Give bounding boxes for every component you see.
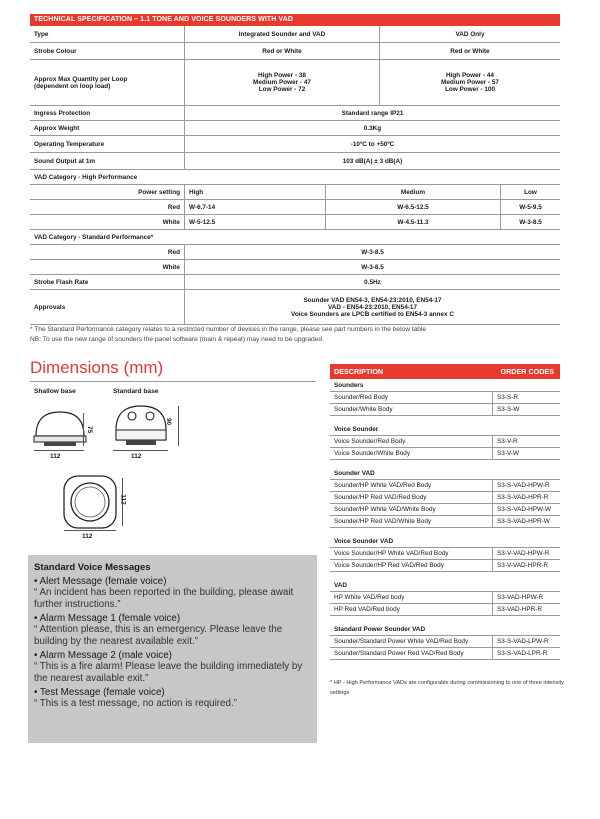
approval-line: Sounder VAD EN54-3, EN54-23:2010, EN54-17 xyxy=(303,296,442,304)
footnote: NB: To use the new range of sounders the panel software (main & repeat) may need to be upgraded. xyxy=(30,336,324,343)
message-text: “ This is a test message, no action is required.” xyxy=(34,698,237,709)
spec-value: W-6.5-12.5 xyxy=(325,200,500,214)
spec-value: Integrated Sounder and VAD xyxy=(184,26,379,42)
spec-value: 103 dB(A) ± 3 dB(A) xyxy=(184,153,560,169)
order-description: Sounder/HP Red VAD/Red Body xyxy=(334,494,427,501)
order-code: S3-S-VAD-HPW-R xyxy=(492,480,560,491)
order-description: Sounder/Standard Power Red VAD/Red Body xyxy=(334,650,464,657)
spec-notes xyxy=(30,325,570,345)
shallow-base-drawing xyxy=(30,400,90,452)
order-group-label: Voice Sounder VAD xyxy=(330,535,560,548)
spec-value: W-5-9.5 xyxy=(500,200,560,214)
spec-value: W-5-12.5 xyxy=(184,215,325,229)
divider xyxy=(30,381,316,382)
spec-label: Red xyxy=(167,203,180,211)
spec-label: Sound Output at 1m xyxy=(34,157,96,165)
order-code: S3-S-VAD-LPR-R xyxy=(492,648,560,659)
spec-row-approvals xyxy=(30,290,560,325)
order-description: Sounder/HP Red VAD/White Body xyxy=(334,518,432,525)
shallow-height: 75 xyxy=(86,425,94,434)
spec-row-vad-high xyxy=(30,170,560,185)
qty-high: High Power - 38 xyxy=(258,72,306,79)
spec-value: W-3-8.5 xyxy=(184,260,560,274)
order-row xyxy=(330,548,560,560)
qty-medium: Medium Power - 47 xyxy=(253,79,311,86)
order-group xyxy=(330,423,560,460)
spec-label: VAD Category - Standard Performance* xyxy=(34,233,154,241)
message-heading: • Alert Message (female voice) xyxy=(34,576,167,587)
spec-label: Red xyxy=(167,248,180,256)
spec-row-quantity xyxy=(30,60,560,106)
order-description: HP White VAD/Red body xyxy=(334,594,405,601)
spec-value xyxy=(184,60,379,105)
order-code: S3-V-R xyxy=(492,436,560,447)
order-row xyxy=(330,436,560,448)
spec-value: Red or White xyxy=(184,43,379,59)
order-row xyxy=(330,592,560,604)
standard-height: 90 xyxy=(165,417,173,426)
spec-value: W-4.5-11.3 xyxy=(325,215,500,229)
order-row xyxy=(330,560,560,572)
spec-value: W-3-8.5 xyxy=(500,215,560,229)
order-description: Sounder/Standard Power White VAD/Red Body xyxy=(334,638,469,645)
spec-value: Low xyxy=(500,185,560,199)
spec-label: VAD Category - High Performance xyxy=(34,173,138,181)
spec-label: Strobe Flash Rate xyxy=(34,278,89,286)
approval-line: Voice Sounders are LPCB certified to EN54-3 annex C xyxy=(291,310,454,318)
order-row xyxy=(330,492,560,504)
order-code: S3-S-VAD-HPW-W xyxy=(492,504,560,515)
order-code: S3-S-VAD-HPR-R xyxy=(492,492,560,503)
order-code: S3-S-W xyxy=(492,404,560,415)
approval-line: VAD - EN54-23:2010, EN54-17 xyxy=(327,303,418,311)
spec-value: 0.5Hz xyxy=(184,275,560,289)
order-code: S3-VAD-HPR-R xyxy=(492,604,560,615)
spec-label: Type xyxy=(34,30,49,38)
spec-label-line: Approx Max Quantity per Loop xyxy=(34,75,128,83)
order-group xyxy=(330,623,560,660)
order-description: Sounder/HP White VAD/Red Body xyxy=(334,482,432,489)
order-group xyxy=(330,579,560,616)
spec-row-std-red xyxy=(30,245,560,260)
spec-label: White xyxy=(162,218,180,226)
order-description: Sounder/White Body xyxy=(334,406,393,413)
order-row xyxy=(330,480,560,492)
order-codes-table xyxy=(330,364,560,667)
spec-label: Ingress Protection xyxy=(34,109,91,117)
spec-title: TECHNICAL SPECIFICATION – 1.1 TONE AND VOICE SOUNDERS WITH VAD xyxy=(30,14,560,26)
spec-value xyxy=(379,60,560,105)
qty-low: Low Power - 100 xyxy=(444,86,496,93)
dimension-line xyxy=(113,450,168,451)
order-row xyxy=(330,448,560,460)
order-group-label: Sounder VAD xyxy=(330,467,560,480)
spec-value: W-6.7-14 xyxy=(184,200,325,214)
order-group xyxy=(330,379,560,416)
spec-label: Strobe Colour xyxy=(34,47,77,55)
spec-row-temperature xyxy=(30,136,560,153)
spec-value: 0.3Kg xyxy=(184,121,560,135)
spec-row-strobe xyxy=(30,43,560,60)
spec-value: VAD Only xyxy=(379,26,560,42)
dimension-line xyxy=(83,413,84,446)
spec-row-power-setting xyxy=(30,185,560,200)
order-row xyxy=(330,504,560,516)
order-code: S3-S-R xyxy=(492,392,560,403)
spec-label: White xyxy=(162,263,180,271)
description-column-header: DESCRIPTION xyxy=(334,367,384,376)
order-code: S3-V-VAD-HPW-R xyxy=(492,548,560,559)
order-description: Voice Sounder/Red Body xyxy=(334,438,406,445)
spec-row-white xyxy=(30,215,560,230)
message-text: “ Attention please, this is an emergency. Please leave the building by the nearest available exit.” xyxy=(34,624,283,647)
order-row xyxy=(330,404,560,416)
dimension-line xyxy=(64,530,116,531)
order-code: S3-S-VAD-HPR-W xyxy=(492,516,560,527)
order-group-label: VAD xyxy=(330,579,560,592)
order-group xyxy=(330,535,560,572)
dimensions-title: Dimensions (mm) xyxy=(30,358,164,377)
spec-row-std-white xyxy=(30,260,560,275)
order-row xyxy=(330,516,560,528)
order-groups xyxy=(330,379,560,660)
standard-width: 112 xyxy=(131,453,142,460)
shallow-width: 112 xyxy=(50,453,61,460)
top-view-drawing xyxy=(60,472,120,532)
message-heading: • Alarm Message 2 (male voice) xyxy=(34,650,172,661)
spec-value: Medium xyxy=(325,185,500,199)
spec-row-sound xyxy=(30,153,560,170)
order-row xyxy=(330,604,560,616)
spec-label-line: (dependent on loop load) xyxy=(34,82,111,90)
spec-row-flash xyxy=(30,275,560,290)
order-row xyxy=(330,648,560,660)
order-footnote: * HP - High Performance VADs are configurable during commissioning to one of three intensity settings xyxy=(330,680,564,696)
spec-label: Operating Temperature xyxy=(34,140,105,148)
spec-table xyxy=(30,14,560,325)
order-group xyxy=(330,467,560,528)
voice-messages-title: Standard Voice Messages xyxy=(34,562,151,573)
dimension-line xyxy=(178,406,179,446)
top-width: 112 xyxy=(82,533,93,540)
spec-value: -10ºC to +50ºC xyxy=(184,136,560,152)
order-group-label: Standard Power Sounder VAD xyxy=(330,623,560,636)
order-description: Sounder/HP White VAD/White Body xyxy=(334,506,436,513)
spec-row-red xyxy=(30,200,560,215)
order-row xyxy=(330,392,560,404)
spec-value: W-3-8.5 xyxy=(184,245,560,259)
spec-row-type xyxy=(30,26,560,43)
shallow-base-label: Shallow base xyxy=(34,388,76,395)
order-row xyxy=(330,636,560,648)
order-description: Sounder/Red Body xyxy=(334,394,389,401)
order-codes-column-header: ORDER CODES xyxy=(500,367,554,376)
message-heading: • Alarm Message 1 (female voice) xyxy=(34,613,181,624)
order-codes-header xyxy=(330,364,560,379)
qty-high: High Power - 44 xyxy=(446,72,494,79)
order-description: HP Red VAD/Red body xyxy=(334,606,400,613)
spec-value: High xyxy=(184,185,325,199)
standard-base-drawing xyxy=(110,400,172,452)
spec-value xyxy=(184,290,560,324)
spec-value: Standard range IP21 xyxy=(184,106,560,120)
order-description: Voice Sounder/HP White VAD/Red Body xyxy=(334,550,449,557)
spec-label xyxy=(30,60,184,105)
top-depth: 112 xyxy=(119,494,127,505)
spec-value: Red or White xyxy=(379,43,560,59)
message-text: “ An incident has been reported in the building, please await further instructions.” xyxy=(34,587,294,610)
order-code: S3-V-W xyxy=(492,448,560,459)
spec-row-ingress xyxy=(30,106,560,121)
order-group-label: Sounders xyxy=(330,379,560,392)
spec-label: Approx Weight xyxy=(34,124,80,132)
voice-messages-panel xyxy=(28,555,317,743)
qty-low: Low Power - 72 xyxy=(258,86,306,93)
qty-medium: Medium Power - 57 xyxy=(441,79,499,86)
standard-base-label: Standard base xyxy=(113,388,159,395)
order-description: Voice Sounder/HP Red VAD/Red Body xyxy=(334,562,444,569)
order-code: S3-VAD-HPW-R xyxy=(492,592,560,603)
message-text: “ This is a fire alarm! Please leave the building immediately by the nearest available exit.” xyxy=(34,661,303,684)
footnote: * The Standard Performance category relates to a restricted number of devices in the range, please see part numbers in the below table xyxy=(30,326,427,333)
dimension-line xyxy=(34,450,84,451)
order-code: S3-S-VAD-LPW-R xyxy=(492,636,560,647)
order-group-label: Voice Sounder xyxy=(330,423,560,436)
message-heading: • Test Message (female voice) xyxy=(34,687,165,698)
order-code: S3-V-VAD-HPR-R xyxy=(492,560,560,571)
spec-row-weight xyxy=(30,121,560,136)
spec-label: Power setting xyxy=(138,188,180,196)
spec-label: Approvals xyxy=(34,303,66,311)
spec-row-vad-standard xyxy=(30,230,560,245)
order-description: Voice Sounder/White Body xyxy=(334,450,411,457)
